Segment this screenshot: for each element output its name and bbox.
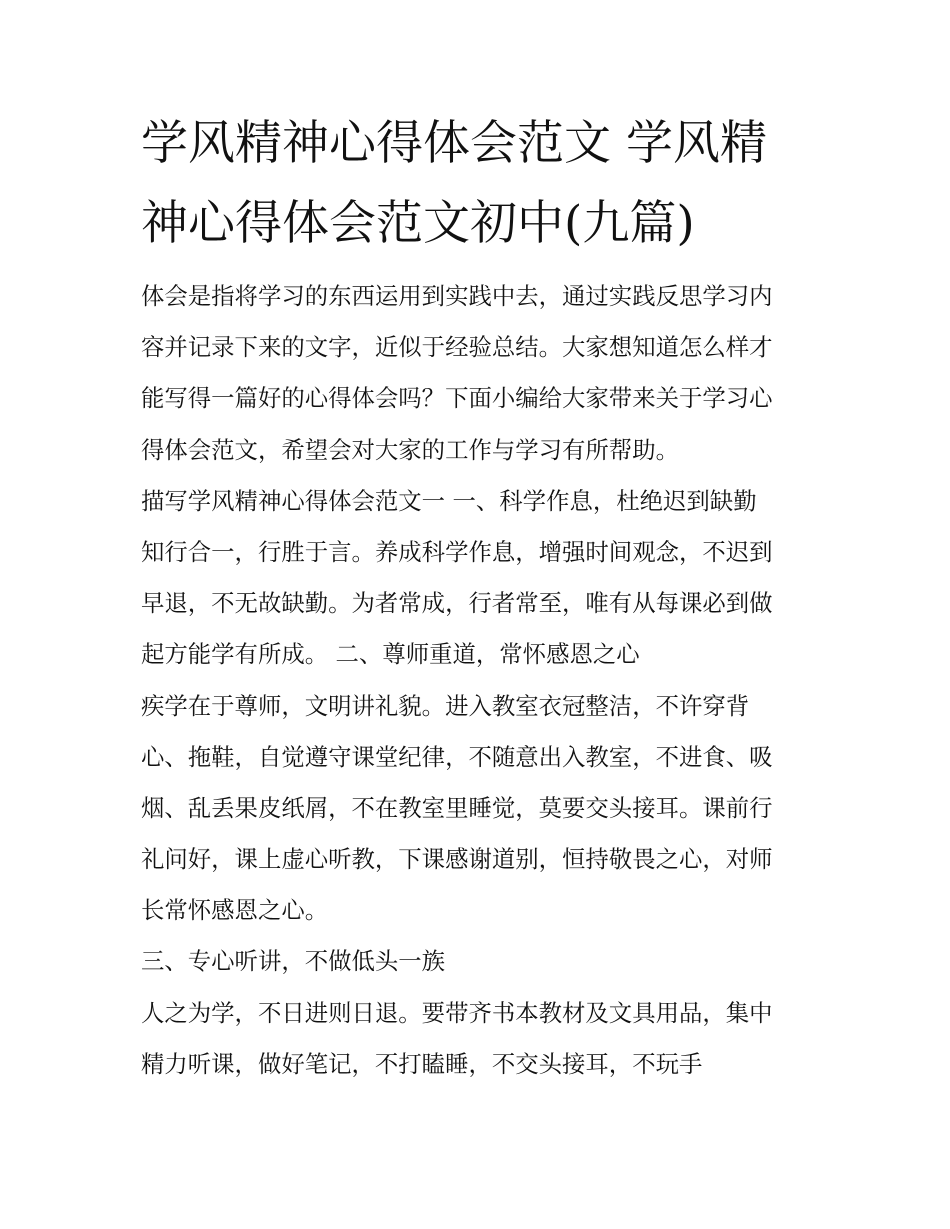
body-line-14: 三、专心听讲，不做低头一族 [141, 947, 446, 976]
body-line-1: 体会是指将学习的东西运用到实践中去，通过实践反思学习内 [141, 282, 773, 310]
body-line-5: 描写学风精神心得体会范文一 一、科学作息，杜绝迟到缺勤 [141, 486, 757, 515]
body-line-2: 容并记录下来的文字，近似于经验总结。大家想知道怎么样才 [141, 333, 773, 362]
title-line-1: 学风精神心得体会范文 学风精 [141, 116, 767, 171]
body-line-16: 精力听课，做好笔记，不打瞌睡，不交头接耳，不玩手 [141, 1049, 703, 1078]
document-title [141, 104, 813, 264]
body-line-3: 能写得一篇好的心得体会吗？下面小编给大家带来关于学习心 [141, 384, 773, 413]
body-line-11: 烟、乱丢果皮纸屑，不在教室里睡觉，莫要交头接耳。课前行 [141, 793, 773, 822]
title-line-2: 神心得体会范文初中(九篇) [141, 196, 695, 251]
body-line-4: 得体会范文，希望会对大家的工作与学习有所帮助。 [141, 435, 679, 464]
document-content [141, 104, 813, 1090]
body-line-10: 心、拖鞋，自觉遵守课堂纪律，不随意出入教室，不进食、吸 [141, 742, 773, 771]
body-line-6: 知行合一，行胜于言。养成科学作息，增强时间观念，不迟到 [141, 537, 773, 566]
body-line-8: 起方能学有所成。 二、尊师重道，常怀感恩之心 [141, 640, 640, 669]
body-line-12: 礼问好，课上虚心听教，下课感谢道别，恒持敬畏之心，对师 [141, 845, 773, 874]
document-body [141, 271, 813, 1090]
body-line-7: 早退，不无故缺勤。为者常成，行者常至，唯有从每课必到做 [141, 589, 773, 618]
body-line-15: 人之为学，不日进则日退。要带齐书本教材及文具用品，集中 [141, 998, 773, 1027]
body-line-13: 长常怀感恩之心。 [141, 896, 329, 925]
body-line-9: 疾学在于尊师，文明讲礼貌。进入教室衣冠整洁，不许穿背 [141, 691, 750, 720]
